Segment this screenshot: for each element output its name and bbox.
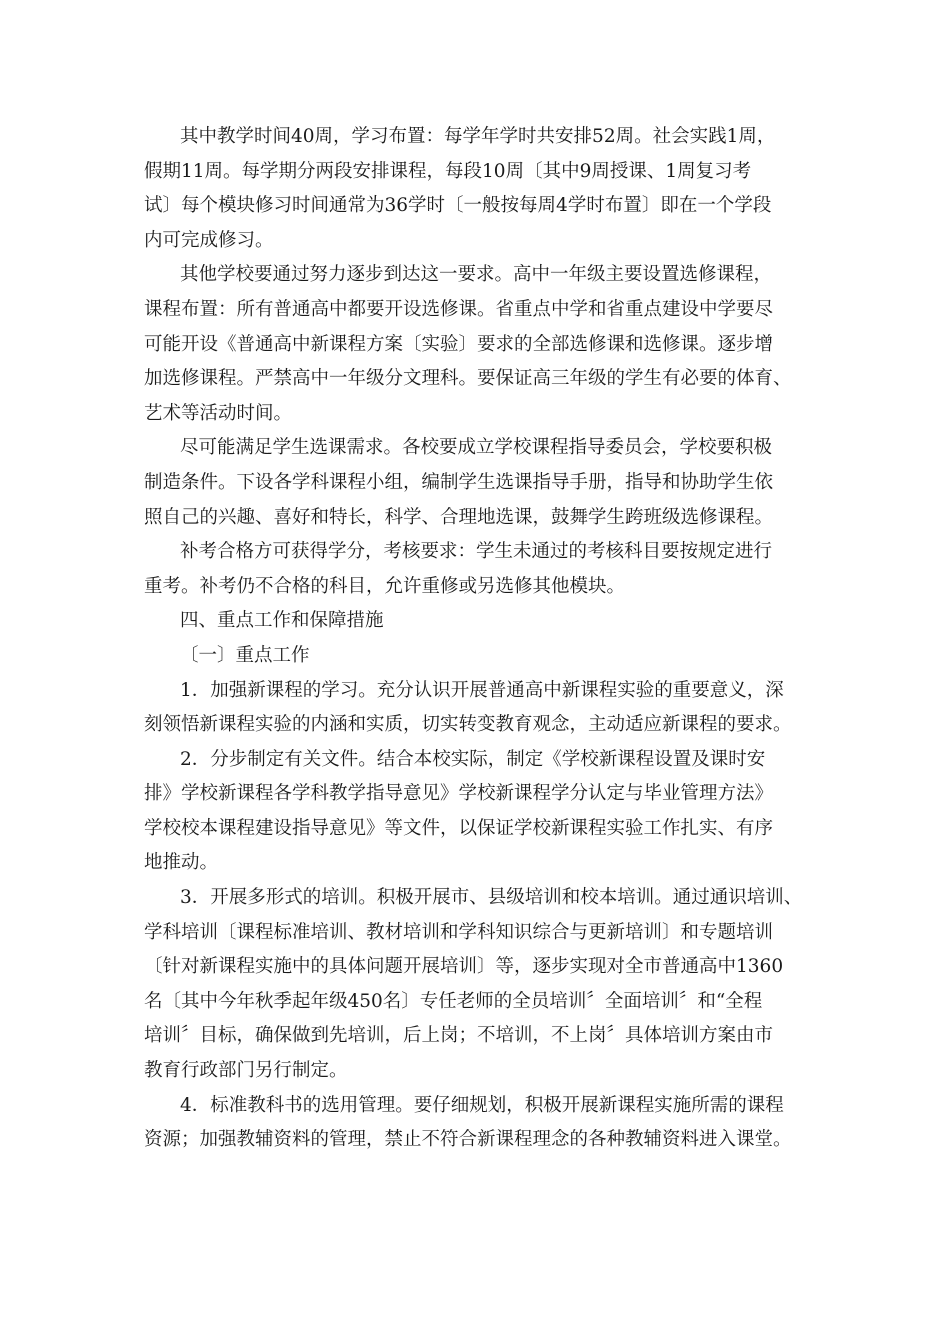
text-line: 学校校本课程建设指导意见》等文件，以保证学校新课程实验工作扎实、有序 (144, 817, 774, 839)
text-line: 尽可能满足学生选课需求。各校要成立学校课程指导委员会，学校要积极 (180, 437, 773, 459)
text-line: 试〕每个模块修习时间通常为36学时〔一般按每周4学时布置〕即在一个学段 (144, 195, 772, 217)
text-line: 假期11周。每学期分两段安排课程，每段10周〔其中9周授课、1周复习考 (144, 160, 752, 182)
text-line: 资源；加强教辅资料的管理，禁止不符合新课程理念的各种教辅资料进入课堂。 (144, 1129, 792, 1151)
text-line: 教育行政部门另行制定。 (144, 1060, 348, 1082)
section-heading: 四、重点工作和保障措施 (180, 610, 384, 632)
text-line: 3．开展多形式的培训。积极开展市、县级培训和校本培训。通过通识培训、 (180, 887, 803, 909)
text-line: 培训〞目标，确保做到先培训，后上岗；不培训，不上岗〞具体培训方案由市 (144, 1025, 774, 1047)
text-line: 4．标准教科书的选用管理。要仔细规划，积极开展新课程实施所需的课程 (180, 1094, 784, 1116)
text-line: 2．分步制定有关文件。结合本校实际，制定《学校新课程设置及课时安 (180, 748, 766, 770)
text-line: 内可完成修习。 (144, 229, 274, 251)
text-line: 地推动。 (144, 852, 219, 874)
text-line: 制造条件。下设各学科课程小组，编制学生选课指导手册，指导和协助学生依 (144, 471, 774, 493)
text-line: 学科培训〔课程标准培训、教材培训和学科知识综合与更新培训〕和专题培训 (144, 921, 774, 943)
text-line: 排》学校新课程各学科教学指导意见》学校新课程学分认定与毕业管理方法》 (144, 783, 774, 805)
subsection-heading: 〔一〕重点工作 (180, 644, 310, 666)
text-line: 加选修课程。严禁高中一年级分文理科。要保证高三年级的学生有必要的体育、 (144, 368, 792, 390)
text-line: 可能开设《普通高中新课程方案〔实验〕要求的全部选修课和选修课。逐步增 (144, 333, 774, 355)
text-line: 其中教学时间40周，学习布置：每学年学时共安排52周。社会实践1周， (180, 126, 776, 147)
text-line: 刻领悟新课程实验的内涵和实质，切实转变教育观念，主动适应新课程的要求。 (144, 714, 792, 736)
text-line: 其他学校要通过努力逐步到达这一要求。高中一年级主要设置选修课程， (180, 264, 773, 286)
text-line: 补考合格方可获得学分，考核要求：学生未通过的考核科目要按规定进行 (180, 541, 773, 563)
text-line: 课程布置：所有普通高中都要开设选修课。省重点中学和省重点建设中学要尽 (144, 298, 774, 320)
text-line: 〔针对新课程实施中的具体问题开展培训〕等，逐步实现对全市普通高中1360 (144, 956, 784, 978)
text-line: 照自己的兴趣、喜好和特长，科学、合理地选课，鼓舞学生跨班级选修课程。 (144, 506, 774, 528)
text-line: 重考。补考仍不合格的科目，允许重修或另选修其他模块。 (144, 575, 626, 597)
document-body (144, 120, 824, 1158)
text-line: 名〔其中今年秋季起年级450名〕专任老师的全员培训〞全面培训〞和“全程 (144, 990, 763, 1012)
text-line: 艺术等活动时间。 (144, 402, 293, 424)
text-line: 1．加强新课程的学习。充分认识开展普通高中新课程实验的重要意义，深 (180, 679, 784, 701)
